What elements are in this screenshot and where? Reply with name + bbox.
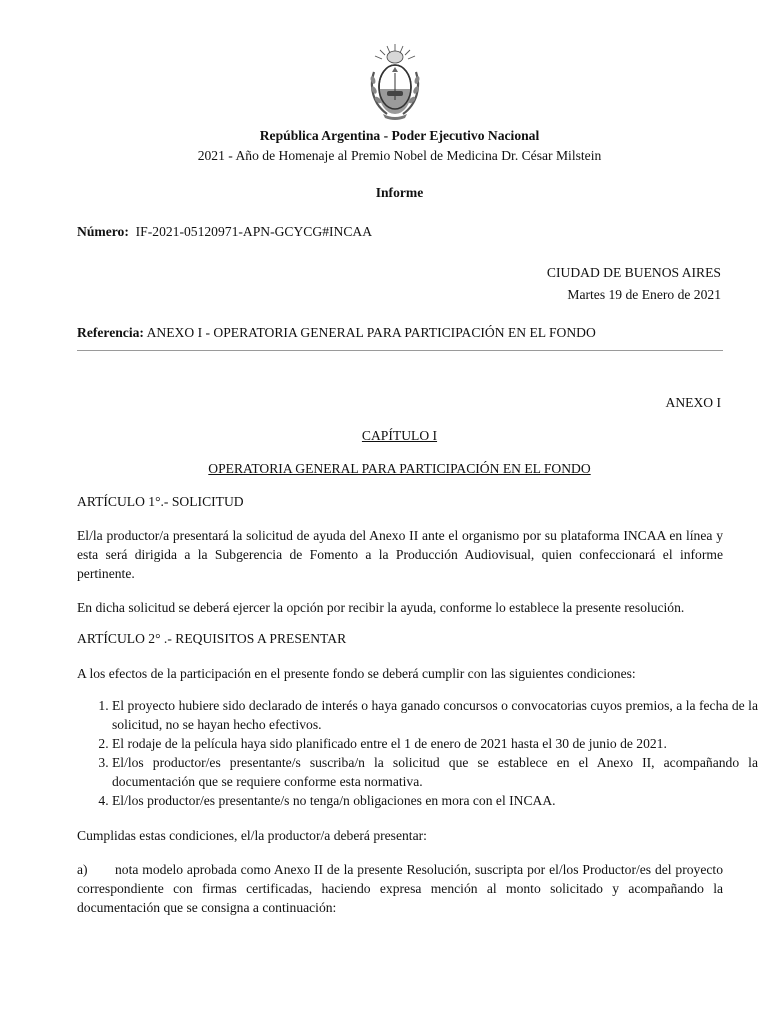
list-item: 3. El/los productor/es presentante/s suscriba/n la solicitud que se establece en el Anexo II, acompañando la documentación que se requiere conforme esta normativa. <box>112 753 758 791</box>
anexo-label: ANEXO I <box>665 395 721 410</box>
referencia-label: Referencia: <box>77 325 144 340</box>
operatoria-heading: OPERATORIA GENERAL PARA PARTICIPACIÓN EN EL FONDO <box>208 461 591 476</box>
list-item: 4. El/los productor/es presentante/s no tenga/n obligaciones en mora con el INCAA. <box>112 791 758 810</box>
numero-value: IF-2021-05120971-APN-GCYCG#INCAA <box>135 224 373 239</box>
article-1-paragraph-2: En dicha solicitud se deberá ejercer la opción por recibir la ayuda, conforme lo establece la presente resolución. <box>77 600 685 615</box>
requirements-list <box>77 696 758 810</box>
list-item: 1. El proyecto hubiere sido declarado de interés o haya ganado concursos o convocatorias cuyos premios, a la fecha de la solicitud, no se hayan hecho efectivos. <box>112 696 758 734</box>
numero-label: Número: <box>77 224 129 239</box>
item-a-paragraph <box>77 860 723 917</box>
referencia-line <box>77 325 596 341</box>
city: CIUDAD DE BUENOS AIRES <box>546 265 721 280</box>
government-heading: República Argentina - Poder Ejecutivo Nacional <box>259 128 540 143</box>
referencia-value: ANEXO I - OPERATORIA GENERAL PARA PARTICIPACIÓN EN EL FONDO <box>146 325 596 340</box>
date: Martes 19 de Enero de 2021 <box>567 287 721 302</box>
document-type: Informe <box>375 185 424 200</box>
capitulo-heading: CAPÍTULO I <box>361 428 438 443</box>
article-2-intro: A los efectos de la participación en el presente fondo se deberá cumplir con las siguientes condiciones: <box>77 666 636 681</box>
article-1-paragraph-1: El/la productor/a presentará la solicitud de ayuda del Anexo II ante el organismo por su plataforma INCAA en línea y esta será dirigida a la Subgerencia de Fomento a la Producción Audiovisual, quien confeccionará el informe pertinente. <box>77 528 723 581</box>
numero-line <box>77 224 372 240</box>
header-divider <box>77 350 723 351</box>
coat-of-arms-seal <box>365 42 425 120</box>
article-2-title: ARTÍCULO 2° .- REQUISITOS A PRESENTAR <box>77 631 347 646</box>
item-a-marker: a) <box>77 862 88 877</box>
cumplidas-paragraph: Cumplidas estas condiciones, el/la productor/a deberá presentar: <box>77 828 427 843</box>
year-motto: 2021 - Año de Homenaje al Premio Nobel de Medicina Dr. César Milstein <box>197 148 602 163</box>
article-1-title: ARTÍCULO 1°.- SOLICITUD <box>77 494 244 509</box>
list-item: 2. El rodaje de la película haya sido planificado entre el 1 de enero de 2021 hasta el 30 de junio de 2021. <box>112 734 758 753</box>
item-a-text: nota modelo aprobada como Anexo II de la presente Resolución, suscripta por el/los Productor/es del proyecto correspondiente con firmas certificadas, haciendo expresa mención al monto solicitado y acompañando la documentación que se consigna a continuación: <box>77 862 723 915</box>
